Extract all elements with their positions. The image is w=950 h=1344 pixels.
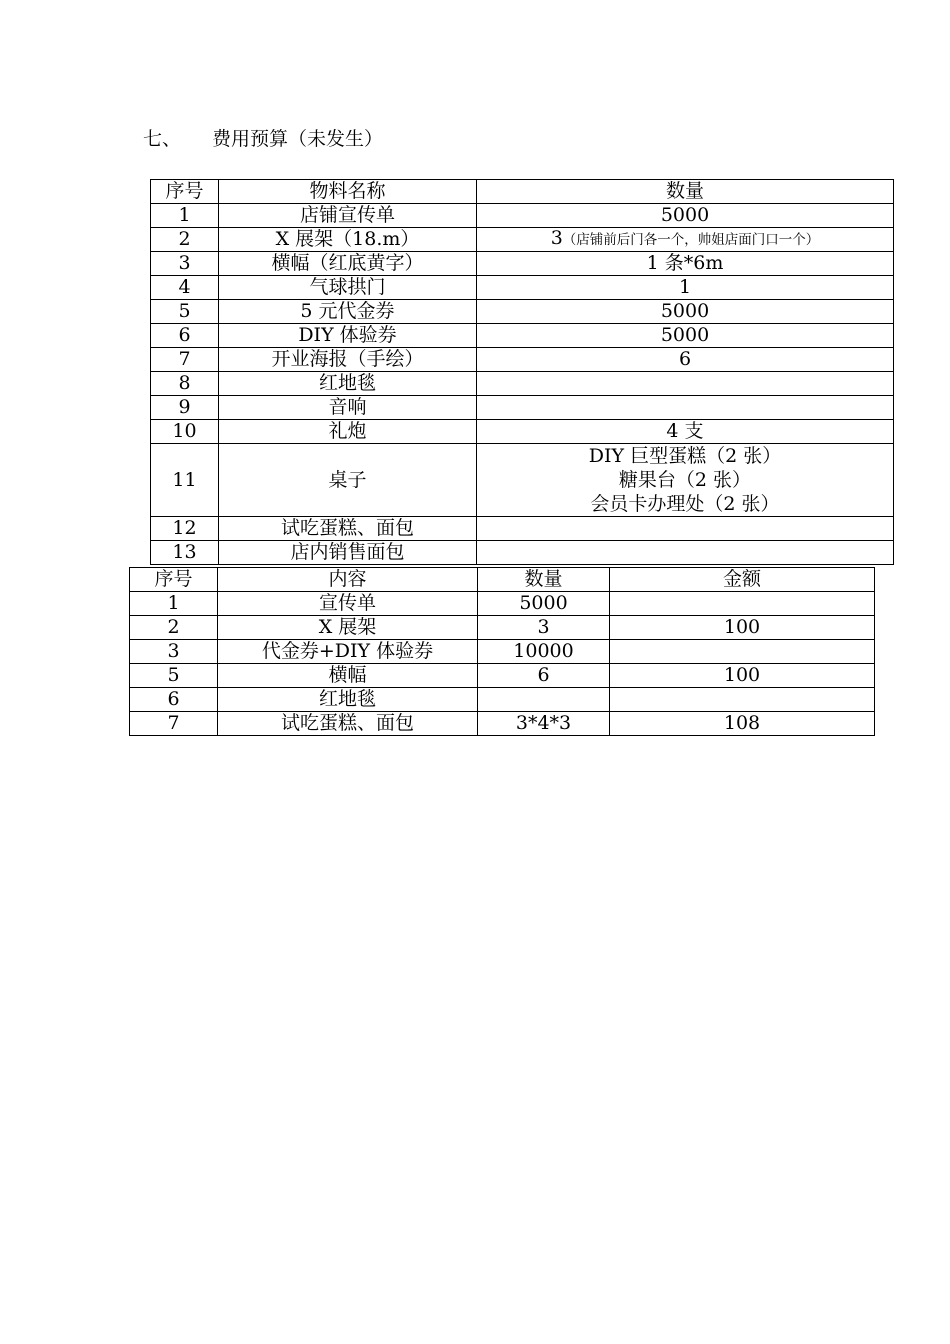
row-number: 10 bbox=[151, 420, 219, 444]
item-quantity: 5000 bbox=[477, 300, 894, 324]
item-name: X 展架（18.m） bbox=[219, 228, 477, 252]
cost-content: 宣传单 bbox=[218, 592, 478, 616]
row-number: 8 bbox=[151, 372, 219, 396]
row-number: 1 bbox=[130, 592, 218, 616]
section-number: 七、 bbox=[143, 128, 182, 150]
table-row bbox=[151, 396, 894, 420]
cost-amount: 100 bbox=[610, 616, 875, 640]
cost-quantity: 10000 bbox=[478, 640, 610, 664]
table-row bbox=[130, 664, 875, 688]
row-number: 3 bbox=[151, 252, 219, 276]
item-quantity: 1 bbox=[477, 276, 894, 300]
table-row bbox=[151, 324, 894, 348]
item-quantity: 6 bbox=[477, 348, 894, 372]
quantity-line: 糖果台（2 张） bbox=[618, 469, 752, 491]
item-quantity bbox=[477, 372, 894, 396]
table-row bbox=[151, 372, 894, 396]
table-row bbox=[130, 640, 875, 664]
row-number: 7 bbox=[130, 712, 218, 736]
cost-content: 代金券+DIY 体验券 bbox=[218, 640, 478, 664]
item-quantity: 5000 bbox=[477, 324, 894, 348]
item-quantity: 4 支 bbox=[477, 420, 894, 444]
table-header-row bbox=[151, 180, 894, 204]
row-number: 4 bbox=[151, 276, 219, 300]
row-number: 3 bbox=[130, 640, 218, 664]
row-number: 6 bbox=[130, 688, 218, 712]
cost-quantity: 6 bbox=[478, 664, 610, 688]
row-number: 6 bbox=[151, 324, 219, 348]
header-cell: 金额 bbox=[610, 568, 875, 592]
item-name: 店铺宣传单 bbox=[219, 204, 477, 228]
header-cell: 序号 bbox=[130, 568, 218, 592]
item-quantity bbox=[477, 541, 894, 565]
materials-table bbox=[150, 179, 894, 565]
item-quantity: 1 条*6m bbox=[477, 252, 894, 276]
item-name: 开业海报（手绘） bbox=[219, 348, 477, 372]
row-number: 2 bbox=[130, 616, 218, 640]
row-number: 7 bbox=[151, 348, 219, 372]
table-row bbox=[151, 517, 894, 541]
section-heading bbox=[143, 124, 383, 151]
item-name: 桌子 bbox=[219, 444, 477, 517]
cost-quantity: 3*4*3 bbox=[478, 712, 610, 736]
item-name: 音响 bbox=[219, 396, 477, 420]
table-header-row bbox=[130, 568, 875, 592]
cost-amount: 100 bbox=[610, 664, 875, 688]
item-quantity bbox=[477, 396, 894, 420]
row-number: 9 bbox=[151, 396, 219, 420]
item-name: 气球拱门 bbox=[219, 276, 477, 300]
item-name: 店内销售面包 bbox=[219, 541, 477, 565]
cost-quantity: 5000 bbox=[478, 592, 610, 616]
table-row bbox=[151, 228, 894, 252]
table-row bbox=[151, 204, 894, 228]
table-row bbox=[130, 592, 875, 616]
cost-amount: 108 bbox=[610, 712, 875, 736]
cost-content: 试吃蛋糕、面包 bbox=[218, 712, 478, 736]
table-row bbox=[130, 616, 875, 640]
quantity-main: 3 bbox=[550, 227, 563, 249]
row-number: 5 bbox=[130, 664, 218, 688]
quantity-note: （店铺前后门各一个，帅姐店面门口一个） bbox=[562, 232, 820, 248]
row-number: 13 bbox=[151, 541, 219, 565]
header-cell: 数量 bbox=[478, 568, 610, 592]
item-quantity bbox=[477, 228, 894, 252]
cost-quantity: 3 bbox=[478, 616, 610, 640]
table-row bbox=[130, 712, 875, 736]
table-row bbox=[151, 300, 894, 324]
header-cell: 内容 bbox=[218, 568, 478, 592]
cost-amount bbox=[610, 688, 875, 712]
row-number: 12 bbox=[151, 517, 219, 541]
item-quantity: 5000 bbox=[477, 204, 894, 228]
table-row bbox=[151, 444, 894, 517]
quantity-line: DIY 巨型蛋糕（2 张） bbox=[588, 445, 782, 467]
item-name: 礼炮 bbox=[219, 420, 477, 444]
header-cell: 序号 bbox=[151, 180, 219, 204]
item-name: 横幅（红底黄字） bbox=[219, 252, 477, 276]
table-row bbox=[130, 688, 875, 712]
table-row bbox=[151, 541, 894, 565]
row-number: 1 bbox=[151, 204, 219, 228]
row-number: 2 bbox=[151, 228, 219, 252]
cost-quantity bbox=[478, 688, 610, 712]
item-name: 试吃蛋糕、面包 bbox=[219, 517, 477, 541]
item-name: DIY 体验券 bbox=[219, 324, 477, 348]
header-cell: 物料名称 bbox=[219, 180, 477, 204]
cost-table bbox=[129, 567, 875, 736]
item-name: 5 元代金券 bbox=[219, 300, 477, 324]
table-row bbox=[151, 252, 894, 276]
cost-amount bbox=[610, 640, 875, 664]
item-quantity bbox=[477, 517, 894, 541]
table-row bbox=[151, 348, 894, 372]
cost-content: 红地毯 bbox=[218, 688, 478, 712]
row-number: 11 bbox=[151, 444, 219, 517]
table-row bbox=[151, 276, 894, 300]
header-cell: 数量 bbox=[477, 180, 894, 204]
table-row bbox=[151, 420, 894, 444]
item-name: 红地毯 bbox=[219, 372, 477, 396]
quantity-line: 会员卡办理处（2 张） bbox=[590, 493, 780, 515]
item-quantity bbox=[477, 444, 894, 517]
section-title: 费用预算（未发生） bbox=[212, 128, 384, 150]
cost-content: X 展架 bbox=[218, 616, 478, 640]
cost-amount bbox=[610, 592, 875, 616]
cost-content: 横幅 bbox=[218, 664, 478, 688]
row-number: 5 bbox=[151, 300, 219, 324]
